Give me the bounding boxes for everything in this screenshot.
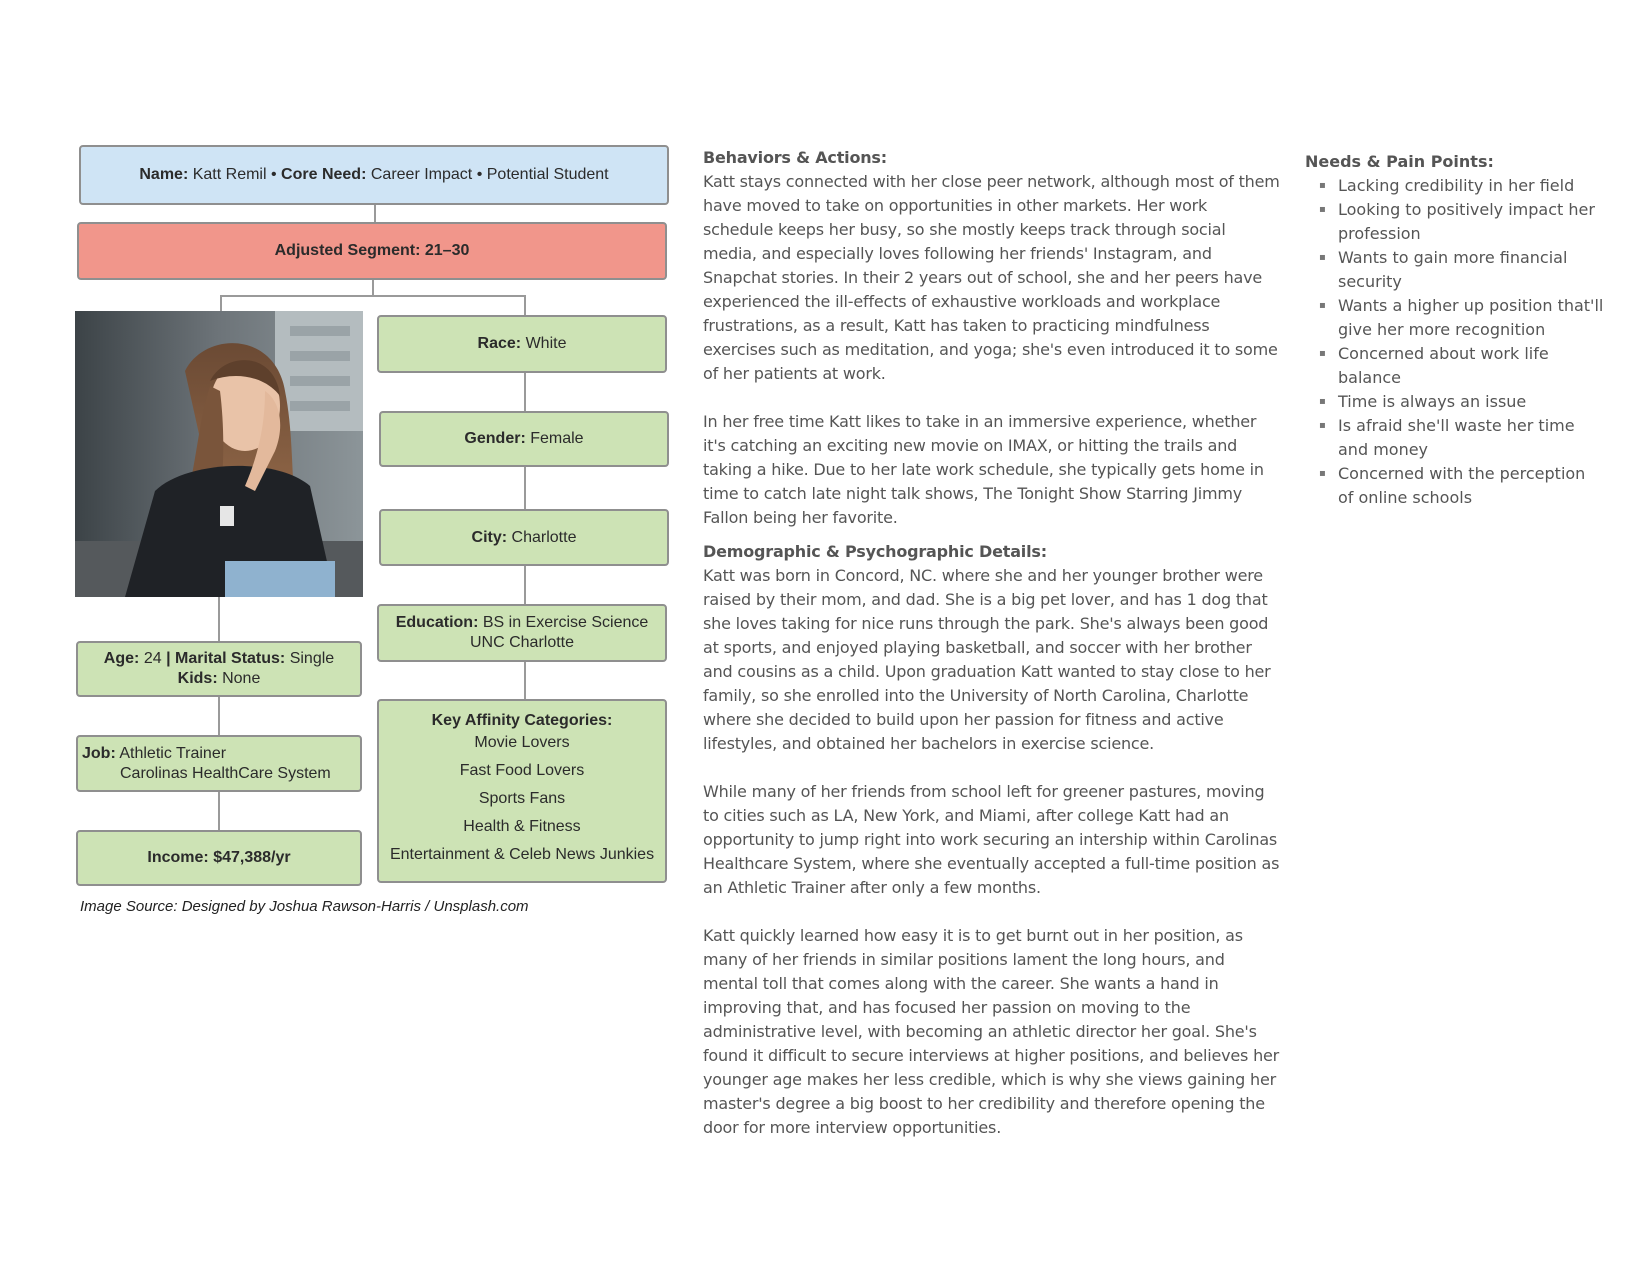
connector-split-right	[524, 295, 526, 315]
income-label: Income:	[147, 849, 209, 866]
connector-split-horizontal	[220, 295, 526, 297]
age-divider: |	[166, 650, 171, 667]
persona-photo	[75, 311, 363, 597]
education-value: BS in Exercise Science	[482, 614, 649, 631]
connector-education-affinity	[524, 662, 526, 699]
education-school: UNC Charlotte	[469, 634, 575, 651]
income-box	[76, 830, 362, 886]
persona-header-line	[139, 165, 608, 185]
segment-box	[77, 222, 667, 280]
affinity-label: Key Affinity Categories:	[431, 712, 613, 729]
behaviors-paragraph: In her free time Katt likes to take in an immersive experience, whether it's catching an exciting new movie on IMAX, or hitting the trails and taking a hike. Due to her late work schedule, she typically gets home in time to catch late night talk shows, The Tonight Show Starring Jimmy Fallon being her favorite.	[703, 412, 1264, 527]
segment-line	[275, 241, 470, 261]
list-item: ▪ Wants to gain more financial security	[1305, 246, 1605, 294]
age-label: Age:	[103, 650, 140, 667]
behaviors-paragraph: Katt stays connected with her close peer network, although most of them have moved to take on opportunities in other markets. Her work schedule keeps her busy, so she mostly keeps track through social media, and especially loves following her friends' Instagram, and Snapchat stories. In their 2 years out of school, she and her peers have experienced the ill-effects of exhaustive workloads and workplace frustrations, as a result, Katt has taken to practicing mindfulness exercises such as meditation, and yoga; she's even introduced it to some of her patients at work.	[703, 172, 1280, 383]
behaviors-heading: Behaviors & Actions:	[703, 148, 887, 167]
persona-type: Potential Student	[486, 166, 609, 183]
affinity-box	[377, 699, 667, 883]
core-need-label: Core Need:	[281, 166, 367, 183]
gender-line	[464, 429, 583, 449]
age-value: 24	[143, 650, 162, 667]
affinity-item: Fast Food Lovers	[459, 762, 585, 779]
education-box	[377, 604, 667, 662]
gender-value: Female	[530, 430, 584, 447]
affinity-item: Sports Fans	[478, 790, 566, 807]
demographic-paragraph: While many of her friends from school left for greener pastures, moving to cities such as LA, New York, and Miami, after college Katt had an opportunity to jump right into work securing an intership within Carolinas Healthcare System, where she eventually accepted a full-time position as an Athletic Trainer after only a few months.	[703, 782, 1280, 897]
persona-header-box	[79, 145, 669, 205]
demographic-paragraph: Katt quickly learned how easy it is to get burnt out in her position, as many of her friends in similar positions lament the long hours, and mental toll that comes along with the career. She wants a hand in improving that, and has focused her passion on moving to the administrative level, with becoming an athletic director her goal. She's found it difficult to secure interviews at higher positions, and believes her younger age makes her less credible, which is why she views gaining her master's degree a big boost to her credibility and therefore opening the door for more interview opportunities.	[703, 926, 1280, 1137]
list-item: ▪ Concerned about work life balance	[1305, 342, 1605, 390]
portrait-image	[75, 311, 363, 597]
race-value: White	[525, 335, 567, 352]
core-need-value: Career Impact	[370, 166, 473, 183]
age-line	[104, 649, 334, 669]
image-source-caption: Image Source: Designed by Joshua Rawson-Harris / Unsplash.com	[80, 898, 529, 915]
city-value: Charlotte	[511, 528, 577, 546]
list-item: ▪ Lacking credibility in her field	[1305, 174, 1605, 198]
connector-age-job	[218, 697, 220, 735]
job-label: Job:	[82, 744, 116, 762]
race-label: Race:	[477, 335, 522, 352]
demographic-heading: Demographic & Psychographic Details:	[703, 542, 1047, 561]
demographic-paragraph: Katt was born in Concord, NC. where she and her younger brother were raised by their mom, and dad. She is a big pet lover, and has 1 dog that she loves taking for nice runs through the park. She's always been good at sports, and enjoyed playing basketball, and soccer with her brother and cousins as a child. Upon graduation Katt wanted to stay close to her family, so she enrolled into the University of North Carolina, Charlotte where she decided to build upon her passion for fitness and active lifestyles, and obtained her bachelors in exercise science.	[703, 566, 1271, 753]
marital-status-label: Marital Status:	[175, 650, 286, 667]
race-line	[478, 334, 567, 354]
connector-city-education	[524, 566, 526, 604]
connector-race-gender	[524, 373, 526, 411]
list-item: ▪ Concerned with the perception of online schools	[1305, 462, 1605, 510]
kids-value: None	[222, 670, 261, 687]
segment-value: 21–30	[424, 242, 470, 259]
income-value: $47,388/yr	[213, 849, 291, 866]
income-line	[147, 848, 290, 868]
gender-box	[379, 411, 669, 467]
connector-photo-age	[218, 597, 220, 641]
gender-label: Gender:	[464, 430, 526, 447]
connector-split-left	[220, 295, 222, 311]
age-box	[76, 641, 362, 697]
job-box	[76, 735, 362, 792]
connector-segment-split	[372, 280, 374, 296]
separator: •	[476, 166, 483, 183]
affinity-item: Movie Lovers	[474, 734, 570, 751]
kids-label: Kids:	[177, 670, 218, 687]
list-item: ▪ Time is always an issue	[1305, 390, 1605, 414]
needs-column	[1305, 150, 1605, 510]
list-item: ▪ Wants a higher up position that'll give her more recognition	[1305, 294, 1605, 342]
persona-name: Katt Remil	[192, 166, 267, 183]
connector-job-income	[218, 792, 220, 830]
education-line	[396, 613, 649, 633]
job-title: Athletic Trainer	[119, 744, 227, 762]
needs-list	[1305, 174, 1605, 510]
city-box	[379, 509, 669, 566]
job-employer: Carolinas HealthCare System	[120, 764, 331, 782]
connector-gender-city	[524, 467, 526, 509]
city-line	[472, 528, 577, 548]
name-label: Name:	[139, 166, 189, 183]
needs-heading: Needs & Pain Points:	[1305, 152, 1494, 171]
education-label: Education:	[395, 614, 479, 631]
separator: •	[270, 166, 277, 183]
affinity-item: Entertainment & Celeb News Junkies	[389, 846, 655, 863]
race-box	[377, 315, 667, 373]
job-line	[82, 744, 226, 764]
segment-label: Adjusted Segment:	[274, 242, 421, 259]
kids-line	[178, 669, 261, 689]
list-item: ▪ Looking to positively impact her profession	[1305, 198, 1605, 246]
city-label: City:	[471, 528, 508, 546]
narrative-column	[703, 146, 1281, 1140]
connector-header-segment	[374, 205, 376, 222]
list-item: ▪ Is afraid she'll waste her time and money	[1305, 414, 1605, 462]
affinity-item: Health & Fitness	[463, 818, 581, 835]
marital-status-value: Single	[289, 650, 335, 667]
